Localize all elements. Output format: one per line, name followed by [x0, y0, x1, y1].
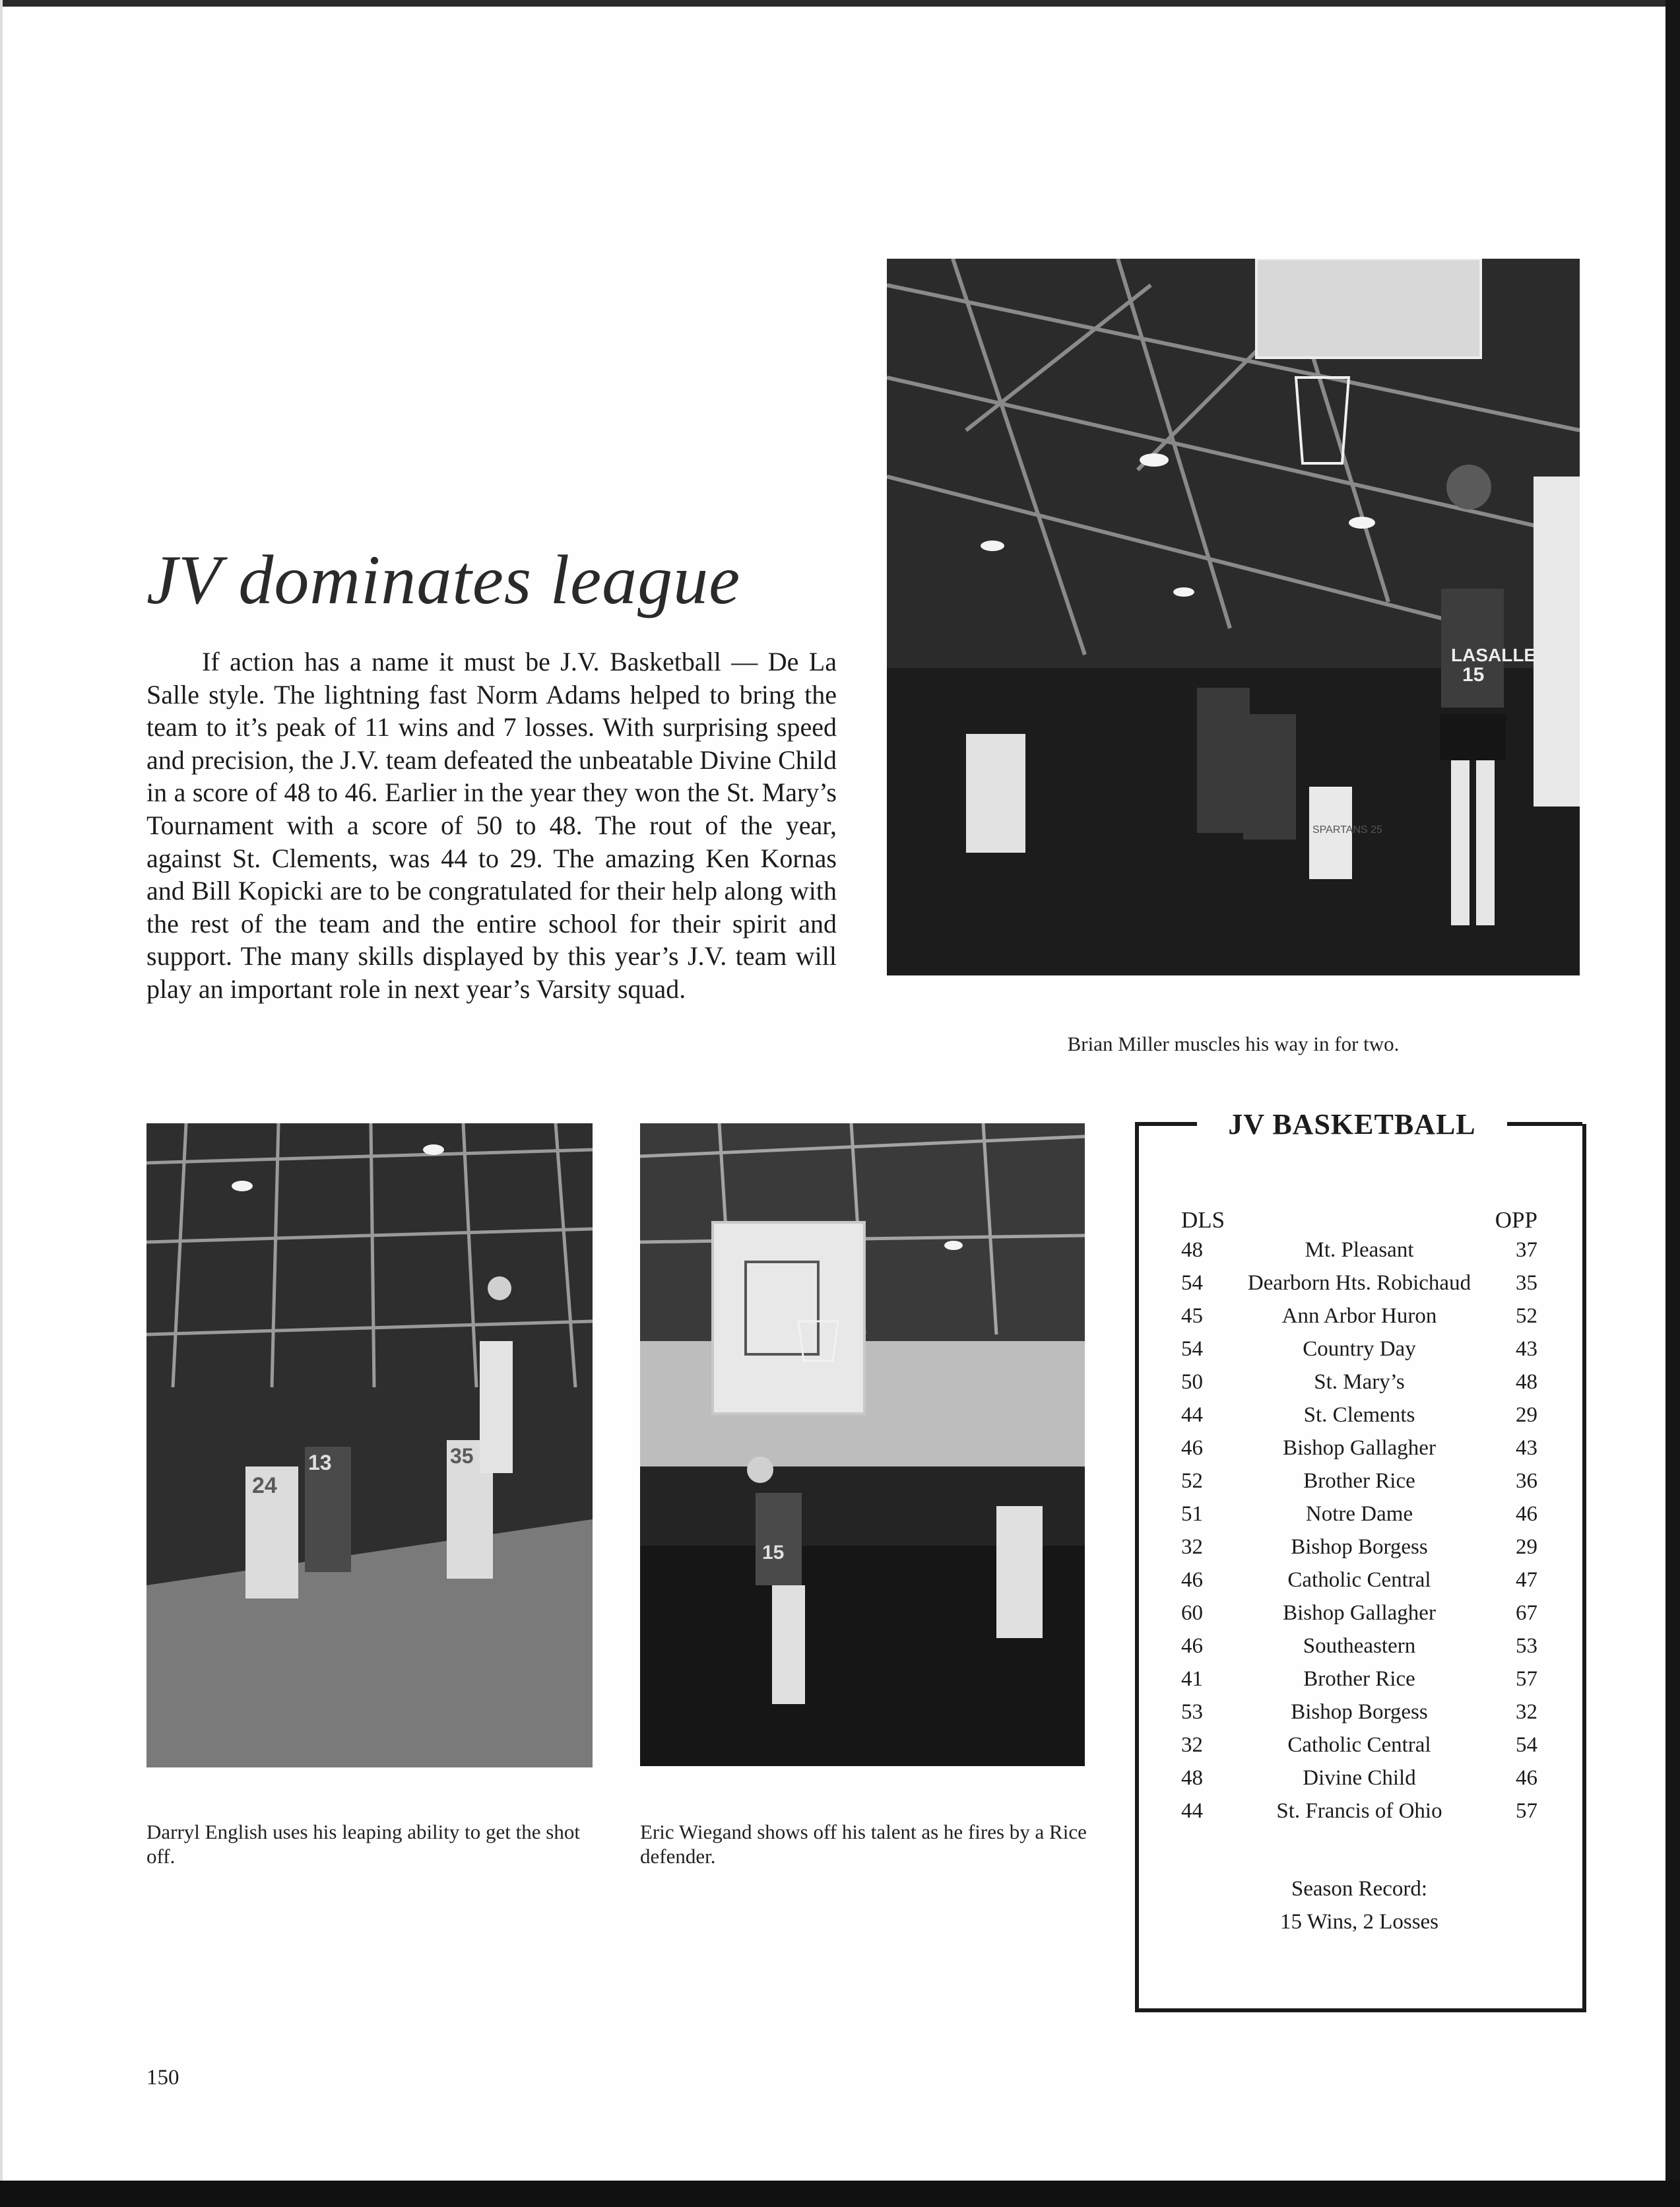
opp-score: 47: [1516, 1568, 1537, 1592]
header-dls: DLS: [1181, 1207, 1225, 1233]
caption-brian-miller: Brian Miller muscles his way in for two.: [1067, 1032, 1400, 1055]
opponent-name: Country Day: [1303, 1337, 1416, 1361]
dls-score: 48: [1181, 1766, 1203, 1790]
dls-score: 41: [1181, 1667, 1203, 1691]
dls-score: 52: [1181, 1469, 1203, 1493]
dls-score: 32: [1181, 1733, 1203, 1757]
schedule-row: [1181, 1370, 1537, 1395]
jersey-lasalle-text: LASALLE: [1451, 645, 1537, 665]
opponent-name: Brother Rice: [1303, 1469, 1415, 1493]
opp-score: 46: [1516, 1766, 1537, 1790]
schedule-row: [1181, 1304, 1537, 1329]
opp-score: 43: [1516, 1337, 1537, 1361]
jersey-spartans-25: SPARTANS 25: [1312, 824, 1382, 836]
opponent-name: Catholic Central: [1287, 1568, 1431, 1592]
opponent-name: Southeastern: [1303, 1634, 1416, 1658]
schedule-row: [1181, 1469, 1537, 1494]
scan-edge-top: [0, 0, 1680, 7]
schedule-row: [1181, 1700, 1537, 1725]
scan-edge-right: [1665, 0, 1680, 2207]
page-number: 150: [146, 2066, 179, 2090]
opp-score: 29: [1516, 1403, 1537, 1427]
opponent-name: Brother Rice: [1303, 1667, 1415, 1691]
photo-darryl-english-art: [146, 1123, 593, 1767]
schedule-row: [1181, 1238, 1537, 1263]
scan-edge-bottom: [0, 2181, 1680, 2207]
opp-score: 43: [1516, 1436, 1537, 1460]
schedule-table: [1181, 1208, 1537, 1832]
jersey-number-24: 24: [252, 1473, 277, 1498]
schedule-title: JV BASKETBALL: [1197, 1107, 1507, 1141]
opp-score: 32: [1516, 1700, 1537, 1724]
dls-score: 54: [1181, 1337, 1203, 1361]
schedule-row: [1181, 1568, 1537, 1593]
opponent-name: Bishop Gallagher: [1283, 1601, 1436, 1625]
schedule-row: [1181, 1337, 1537, 1362]
opp-score: 54: [1516, 1733, 1537, 1757]
scan-edge-left: [0, 0, 3, 2207]
season-record-label: Season Record:: [1291, 1877, 1428, 1901]
jersey-number-13: 13: [308, 1451, 332, 1474]
dls-score: 50: [1181, 1370, 1203, 1394]
dls-score: 44: [1181, 1403, 1203, 1427]
caption-eric-wiegand: Eric Wiegand shows off his talent as he fires by a Rice defender.: [640, 1820, 1087, 1868]
caption-darryl-english: Darryl English uses his leaping ability to get the shot off.: [146, 1820, 580, 1868]
opponent-name: Mt. Pleasant: [1305, 1238, 1414, 1262]
schedule-row: [1181, 1766, 1537, 1791]
opponent-name: St. Clements: [1303, 1403, 1415, 1427]
story-text: If action has a name it must be J.V. Basketball — De La Salle style. The lightning fast Norm Adams helped to bring the team to it’s peak of 11 wins and 7 losses. With surprising speed and precision, the J.V. team defeated the unbeatable Divine Child in a score of 48 to 46. Earlier in the year they won the St. Mary’s Tournament with a score of 50 to 48. The rout of the year, against St. Clements, was 44 to 29. The amazing Ken Kornas and Bill Kopicki are to be congratulated for their help along with the rest of the team and the entire school for their spirit and support. The many skills displayed by this year’s J.V. team will play an important role in next year’s Varsity squad.: [146, 647, 837, 1004]
opponent-name: Ann Arbor Huron: [1281, 1304, 1437, 1328]
schedule-game-rows: [1181, 1238, 1537, 1824]
dls-score: 45: [1181, 1304, 1203, 1328]
schedule-row: [1181, 1733, 1537, 1758]
opponent-name: St. Mary’s: [1314, 1370, 1405, 1394]
opponent-name: Divine Child: [1303, 1766, 1416, 1790]
header-opponent: [1241, 1208, 1478, 1232]
opp-score: 53: [1516, 1634, 1537, 1658]
jersey-number-15: 15: [1462, 664, 1485, 686]
opp-score: 57: [1516, 1799, 1537, 1823]
schedule-row: [1181, 1403, 1537, 1428]
jersey-number-35: 35: [450, 1444, 474, 1468]
photo-eric-wiegand-art: [640, 1123, 1085, 1766]
opp-score: 46: [1516, 1502, 1537, 1526]
opp-score: 35: [1516, 1271, 1537, 1295]
opp-score: 57: [1516, 1667, 1537, 1691]
photo-darryl-english: [146, 1123, 593, 1767]
header-opp: OPP: [1495, 1207, 1537, 1233]
dls-score: 60: [1181, 1601, 1203, 1625]
dls-score: 44: [1181, 1799, 1203, 1823]
schedule-header-row: [1181, 1208, 1537, 1232]
dls-score: 53: [1181, 1700, 1203, 1724]
opponent-name: Bishop Borgess: [1291, 1535, 1428, 1559]
opponent-name: Catholic Central: [1287, 1733, 1431, 1757]
photo-brian-miller-art: [887, 259, 1580, 975]
jersey-number-15-rice: 15: [762, 1542, 785, 1564]
page-headline: JV dominates league: [146, 541, 741, 618]
opponent-name: St. Francis of Ohio: [1276, 1799, 1442, 1823]
season-record-value: 15 Wins, 2 Losses: [1279, 1910, 1439, 1934]
opponent-name: Bishop Gallagher: [1283, 1436, 1436, 1460]
opp-score: 48: [1516, 1370, 1537, 1394]
schedule-row: [1181, 1436, 1537, 1461]
schedule-box-top-rule-right: [1507, 1122, 1582, 1126]
opp-score: 37: [1516, 1238, 1537, 1262]
opp-score: 29: [1516, 1535, 1537, 1559]
schedule-box-top-rule-left: [1135, 1122, 1197, 1126]
dls-score: 32: [1181, 1535, 1203, 1559]
dls-score: 48: [1181, 1238, 1203, 1262]
schedule-row: [1181, 1667, 1537, 1692]
opponent-name: Notre Dame: [1305, 1502, 1413, 1526]
opponent-name: Bishop Borgess: [1291, 1700, 1428, 1724]
dls-score: 54: [1181, 1271, 1203, 1295]
schedule-row: [1181, 1271, 1537, 1296]
schedule-row: [1181, 1634, 1537, 1659]
schedule-row: [1181, 1535, 1537, 1560]
opp-score: 36: [1516, 1469, 1537, 1493]
photo-brian-miller: [887, 259, 1580, 975]
opp-score: 67: [1516, 1601, 1537, 1625]
photo-eric-wiegand: [640, 1123, 1085, 1766]
schedule-row: [1181, 1601, 1537, 1626]
opponent-name: Dearborn Hts. Robichaud: [1247, 1271, 1471, 1295]
dls-score: 51: [1181, 1502, 1203, 1526]
dls-score: 46: [1181, 1568, 1203, 1592]
schedule-row: [1181, 1799, 1537, 1824]
dls-score: 46: [1181, 1634, 1203, 1658]
dls-score: 46: [1181, 1436, 1203, 1460]
opp-score: 52: [1516, 1304, 1537, 1328]
schedule-row: [1181, 1502, 1537, 1527]
